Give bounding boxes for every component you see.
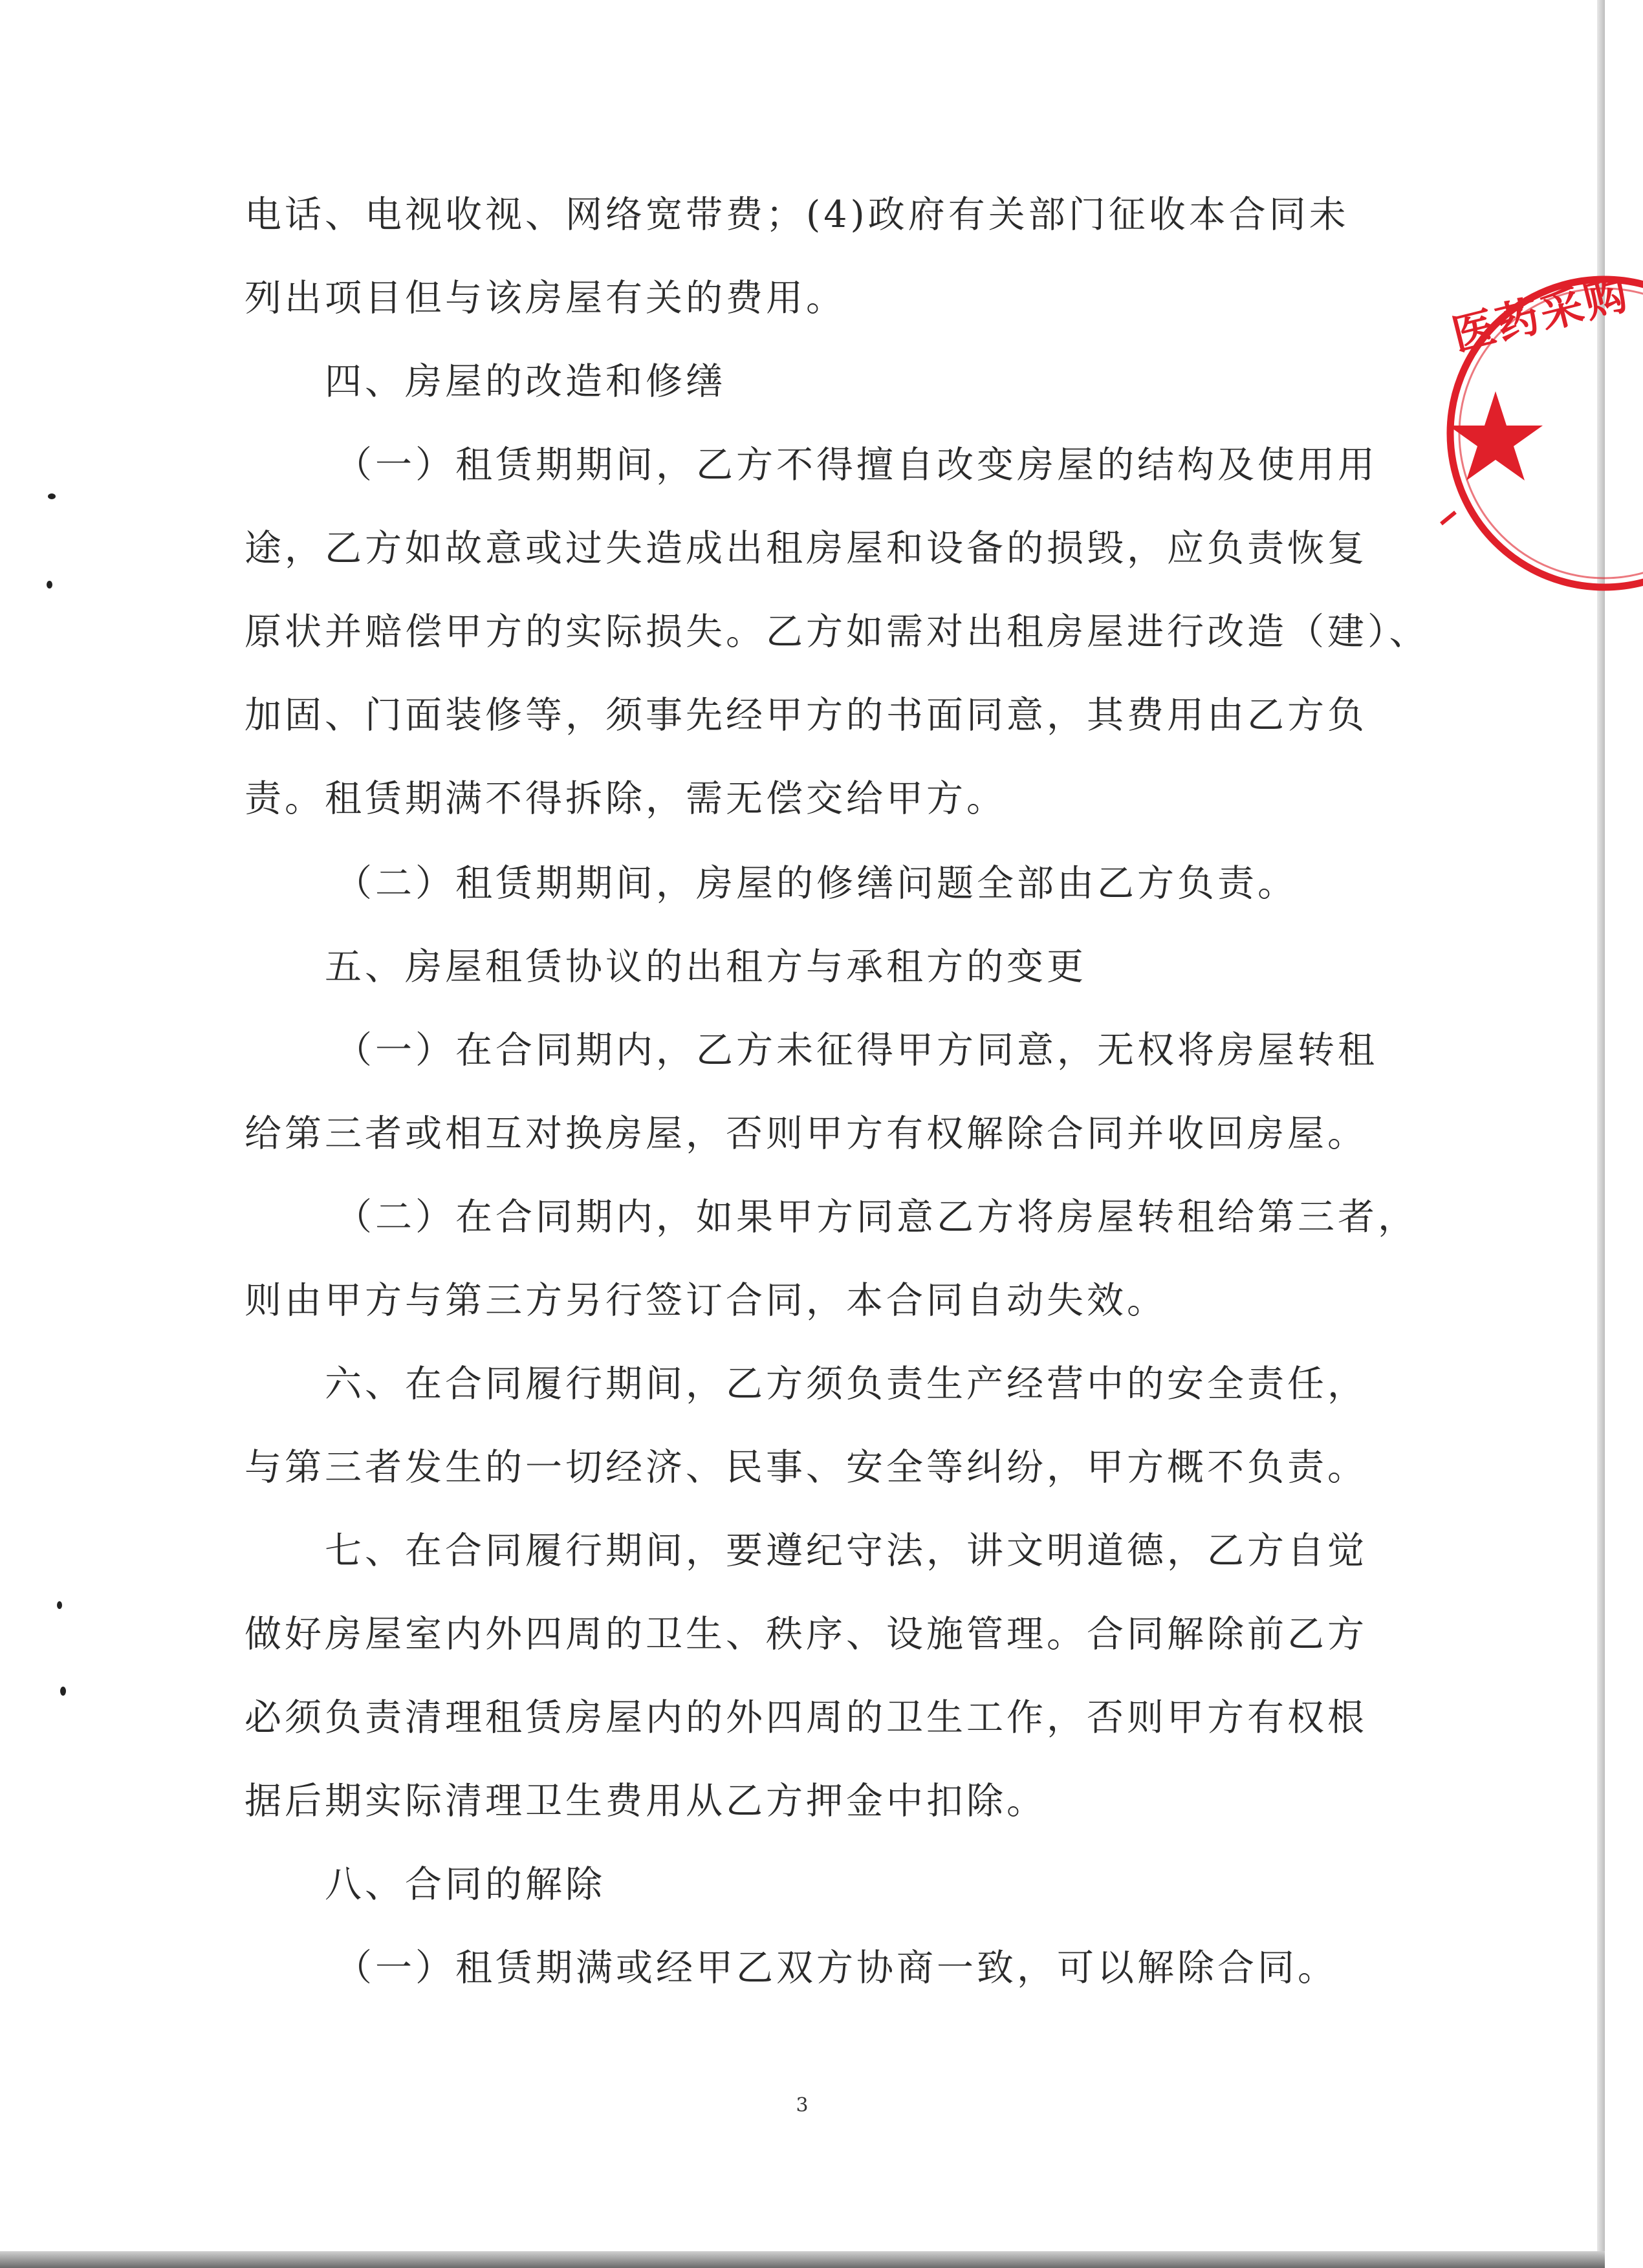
text-line: 电话、电视收视、网络宽带费；(4)政府有关部门征收本合同未 [245, 193, 1349, 236]
text-line: 途，乙方如故意或过失造成出租房屋和设备的损毁，应负责恢复 [245, 527, 1367, 570]
text-line: 列出项目但与该房屋有关的费用。 [245, 277, 846, 319]
text-line: 与第三者发生的一切经济、民事、安全等纠纷，甲方概不负责。 [245, 1446, 1367, 1489]
section-heading: 四、房屋的改造和修缮 [325, 360, 726, 403]
scan-speck [47, 581, 52, 589]
text-line: 做好房屋室内外四周的卫生、秩序、设施管理。合同解除前乙方 [245, 1613, 1367, 1656]
text-line: （二）租赁期期间，房屋的修缮问题全部由乙方负责。 [335, 862, 1298, 905]
text-line: （二）在合同期内，如果甲方同意乙方将房屋转租给第三者， [335, 1196, 1418, 1238]
text-line: 加固、门面装修等，须事先经甲方的书面同意，其费用由乙方负 [245, 694, 1367, 737]
scan-speck [48, 493, 56, 499]
section-heading: 八、合同的解除 [325, 1863, 605, 1906]
text-line: 则由甲方与第三方另行签订合同，本合同自动失效。 [245, 1279, 1167, 1322]
text-line: （一）租赁期满或经甲乙双方协商一致，可以解除合同。 [335, 1947, 1338, 1989]
text-line: 责。租赁期满不得拆除，需无偿交给甲方。 [245, 777, 1006, 820]
section-heading: 五、房屋租赁协议的出租方与承租方的变更 [325, 945, 1087, 988]
text-line: 据后期实际清理卫生费用从乙方押金中扣除。 [245, 1780, 1047, 1822]
scan-edge-bottom [0, 2251, 1605, 2268]
page-number: 3 [796, 2094, 809, 2117]
scan-speck [60, 1687, 66, 1696]
seal-text: 医药采购 [1447, 268, 1635, 361]
scan-speck [57, 1601, 62, 1609]
text-line: （一）租赁期期间，乙方不得擅自改变房屋的结构及使用用 [335, 444, 1378, 486]
seal-mark [1441, 512, 1455, 524]
section-heading: 七、在合同履行期间，要遵纪守法，讲文明道德，乙方自觉 [325, 1529, 1367, 1572]
text-line: 原状并赔偿甲方的实际损失。乙方如需对出租房屋进行改造（建）、 [245, 610, 1430, 653]
text-line: 必须负责清理租赁房屋内的外四周的卫生工作，否则甲方有权根 [245, 1696, 1367, 1739]
text-line: （一）在合同期内，乙方未征得甲方同意，无权将房屋转租 [335, 1029, 1378, 1072]
official-seal [1430, 268, 1643, 601]
text-line: 给第三者或相互对换房屋，否则甲方有权解除合同并收回房屋。 [245, 1112, 1367, 1155]
section-heading: 六、在合同履行期间，乙方须负责生产经营中的安全责任， [325, 1363, 1367, 1405]
